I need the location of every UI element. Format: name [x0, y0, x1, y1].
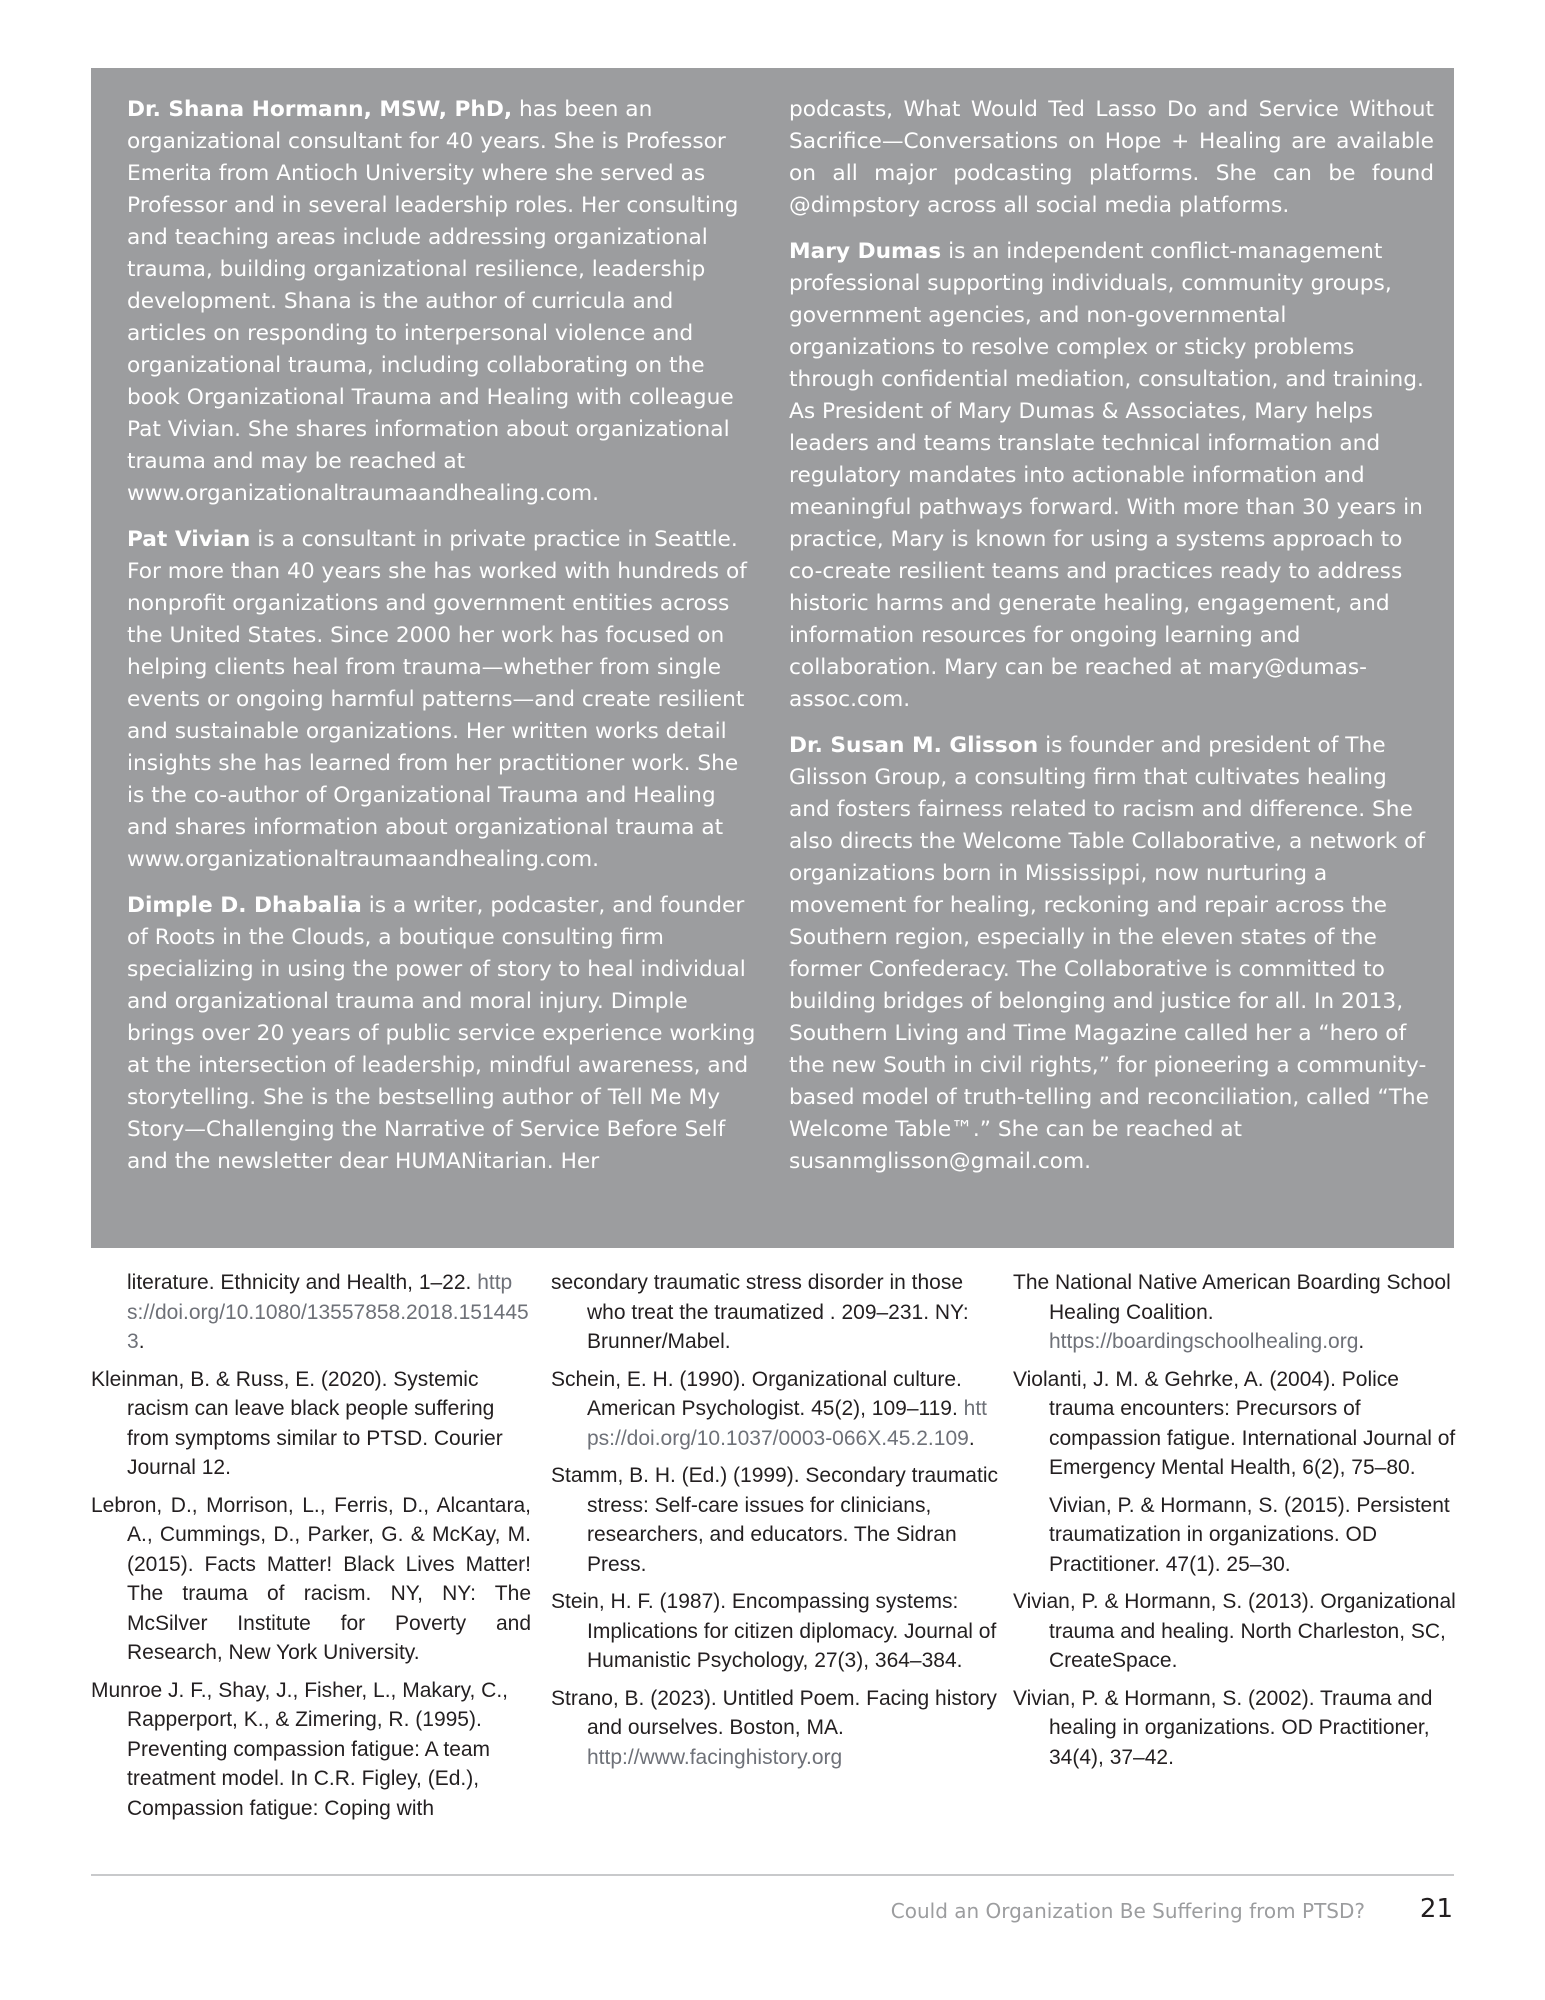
bio-dimple-dhabalia	[127, 890, 757, 1178]
references-column-1	[91, 1268, 531, 1831]
bio-text: is an independent conflict-management professional supporting individuals, community groups, government agencies, and non-governmental organizations to resolve complex or sticky problems through confidential mediation, consultation, and training. As President of Mary Dumas & Associates, Mary helps leaders and teams translate technical information and regulatory mandates into actionable information and meaningful pathways forward. With more than 30 years in practice, Mary is known for using a systems approach to co-create resilient teams and practices ready to address historic harms and generate healing, engagement, and information resources for ongoing learning and collaboration. Mary can be reached at mary@dumas-assoc.com.	[789, 239, 1424, 712]
contributor-bios-panel	[91, 68, 1454, 1248]
bio-text: is founder and president of The Glisson Group, a consulting firm that cultivates healing and fosters fairness related to racism and difference. She also directs the Welcome Table Collaborative, a network of organizations born in Mississippi, now nurturing a movement for healing, reckoning and repair across the Southern region, especially in the eleven states of the former Confederacy. The Collaborative is committed to building bridges of belonging and justice for all. In 2013, Southern Living and Time Magazine called her a “hero of the new South in civil rights,” for pioneering a community-based model of truth-telling and reconciliation, called “The Welcome Table™.” She can be reached at susanmglisson@gmail.com.	[789, 733, 1430, 1174]
bio-pat-vivian	[127, 524, 757, 876]
reference-entry: Lebron, D., Morrison, L., Ferris, D., Alcantara, A., Cummings, D., Parker, G. & McKay, M. (2015). Facts Matter! Black Lives Matter! The trauma of racism. NY, NY: The McSilver Institute for Poverty and Research, New York University.	[91, 1493, 531, 1664]
reference-entry: Vivian, P. & Hormann, S. (2015). Persistent traumatization in organizations. OD Practitioner. 47(1). 25–30.	[1049, 1493, 1450, 1576]
bio-name: Dr. Susan M. Glisson	[789, 733, 1039, 758]
bio-dimple-continued: podcasts, What Would Ted Lasso Do and Service Without Sacrifice—Conversations on Hope + Healing are available on all major podcasting platforms. She can be found @dimpstory across all social media platforms.	[789, 97, 1434, 218]
bios-left-column	[127, 94, 757, 1192]
bio-name: Mary Dumas	[789, 239, 942, 264]
bios-right-column	[789, 94, 1434, 1192]
bio-susan-glisson	[789, 730, 1434, 1178]
doi-link[interactable]: https://doi.org/10.1080/13557858.2018.1514453	[127, 1271, 529, 1353]
bio-name: Pat Vivian	[127, 527, 251, 552]
page-number: 21	[1419, 1894, 1453, 1924]
bio-text: has been an organizational consultant for 40 years. She is Professor Emerita from Antioch University where she served as Professor and in several leadership roles. Her consulting and teaching areas include addressing organizational trauma, building organizational resilience, leadership development. Shana is the author of curricula and articles on responding to interpersonal violence and organizational trauma, including collaborating on the book Organizational Trauma and Healing with colleague Pat Vivian. She shares information about organizational trauma and may be reached at www.organizationaltraumaandhealing.com.	[127, 97, 739, 506]
reference-entry: The National Native American Boarding School Healing Coalition. https://boardingschoolhealing.org.	[1013, 1271, 1451, 1353]
web-link[interactable]: https://boardingschoolhealing.org	[1049, 1330, 1359, 1353]
reference-entry: Violanti, J. M. & Gehrke, A. (2004). Police trauma encounters: Precursors of compassion fatigue. International Journal of Emergency Mental Health, 6(2), 75–80.	[1013, 1367, 1456, 1479]
reference-entry: Strano, B. (2023). Untitled Poem. Facing history and ourselves. Boston, MA. http://www.facinghistory.org	[551, 1686, 997, 1769]
reference-entry: Munroe J. F., Shay, J., Fisher, L., Makary, C., Rapperport, K., & Zimering, R. (1995). Preventing compassion fatigue: A team treatment model. In C.R. Figley, (Ed.), Compassion fatigue: Coping with	[91, 1678, 509, 1820]
reference-entry: Kleinman, B. & Russ, E. (2020). Systemic racism can leave black people suffering from symptoms similar to PTSD. Courier Journal 12.	[91, 1367, 503, 1479]
bio-name: Dimple D. Dhabalia	[127, 893, 362, 918]
references-column-2	[551, 1268, 998, 1780]
bio-text: is a writer, podcaster, and founder of Roots in the Clouds, a boutique consulting firm specializing in using the power of story to heal individual and organizational trauma and moral injury. Dimple brings over 20 years of public service experience working at the intersection of leadership, mindful awareness, and storytelling. She is the bestselling author of Tell Me My Story—Challenging the Narrative of Service Before Self and the newsletter dear HUMANitarian. Her	[127, 893, 756, 1174]
references-column-3	[1013, 1268, 1456, 1780]
reference-entry: Schein, E. H. (1990). Organizational culture. American Psychologist. 45(2), 109–119. https://doi.org/10.1037/0003-066X.45.2.109.	[551, 1367, 988, 1450]
running-title: Could an Organization Be Suffering from PTSD?	[890, 1899, 1365, 1923]
reference-entry: Stein, H. F. (1987). Encompassing systems: Implications for citizen diplomacy. Journal of Humanistic Psychology, 27(3), 364–384.	[551, 1590, 997, 1672]
bio-mary-dumas	[789, 236, 1434, 716]
reference-entry: literature. Ethnicity and Health, 1–22. https://doi.org/10.1080/13557858.2018.1514453.	[127, 1271, 529, 1353]
doi-link[interactable]: https://doi.org/10.1037/0003-066X.45.2.109	[587, 1397, 988, 1450]
web-link[interactable]: http://www.facinghistory.org	[587, 1745, 843, 1769]
reference-entry: Vivian, P. & Hormann, S. (2013). Organizational trauma and healing. North Charleston, SC, CreateSpace.	[1013, 1590, 1456, 1672]
reference-entry: secondary traumatic stress disorder in those who treat the traumatized . 209–231. NY: Brunner/Mabel.	[551, 1271, 969, 1353]
bio-name: Dr. Shana Hormann, MSW, PhD,	[127, 97, 513, 122]
bio-shana-hormann	[127, 94, 757, 510]
footer-divider	[91, 1874, 1454, 1876]
bio-text: is a consultant in private practice in Seattle. For more than 40 years she has worked with hundreds of nonprofit organizations and government entities across the United States. Since 2000 her work has focused on helping clients heal from trauma—whether from single events or ongoing harmful patterns—and create resilient and sustainable organizations. Her written works detail insights she has learned from her practitioner work. She is the co-author of Organizational Trauma and Healing and shares information about organizational trauma at www.organizationaltraumaandhealing.com.	[127, 527, 747, 872]
reference-entry: Stamm, B. H. (Ed.) (1999). Secondary traumatic stress: Self-care issues for clinicians, researchers, and educators. The Sidran Press.	[551, 1464, 998, 1576]
reference-entry: Vivian, P. & Hormann, S. (2002). Trauma and healing in organizations. OD Practitioner, 34(4), 37–42.	[1013, 1686, 1433, 1769]
